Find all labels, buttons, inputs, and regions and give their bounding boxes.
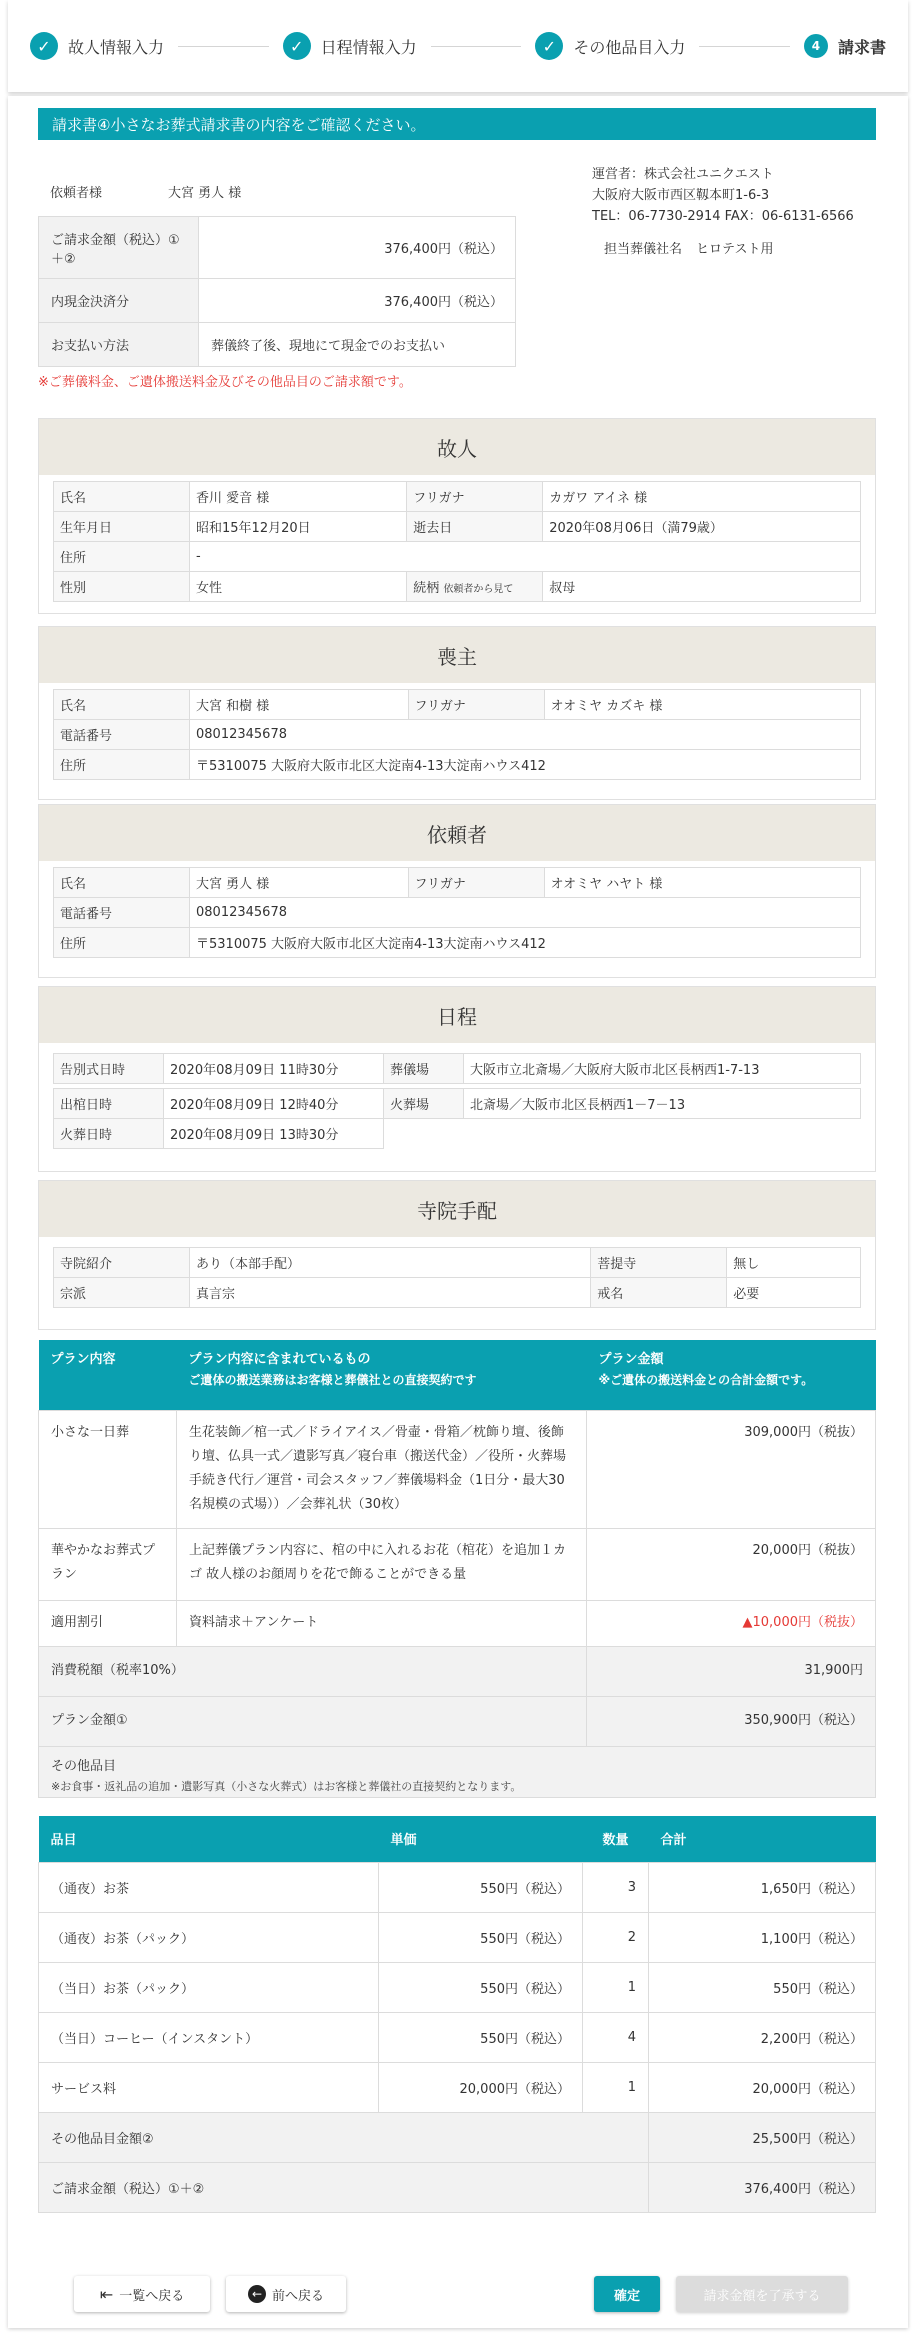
temple-section bbox=[38, 1180, 876, 1330]
plan-table: プラン内容 プラン内容に含まれているもの ご遺体の搬送業務はお客様と葬儀社との直接契約です プラン金額 ※ご遺体の搬送料金との合計金額です。 小さな一日葬 生花装飾／棺一式／ドライアイス／骨壷・骨箱／枕飾り壇、後飾り壇、仏具一式／遺影写真／寝台車（搬送代金）／役所・火葬場手続き代行／運営・司会スタッフ／葬儀場料金（1日分・最大30名規模の式場））／会葬礼状（30枚） 309,000円（税抜） 華やかなお葬式プラン 上記葬儀プラン内容に、棺の中に入れるお花（棺花）を追加１カゴ 故人様のお顔周りを花で飾ることができる量 20,000円（税抜） 適用割引 資料請求＋アンケート ▲10,000円（税抜） 消費税額（税率10%） 31,900円 プラン金額① 350,900円（税込） bbox=[38, 1340, 876, 1747]
step-other-items[interactable]: ✓ その他品目入力 bbox=[535, 32, 685, 60]
schedule-section bbox=[38, 986, 876, 1172]
previous-button[interactable]: ← 前へ戻る bbox=[226, 2276, 346, 2312]
item-row: （通夜）お茶 550円（税込） 3 1,650円（税込） bbox=[39, 1862, 876, 1912]
confirm-button[interactable]: 確定 bbox=[594, 2276, 660, 2312]
requester-summary bbox=[38, 176, 526, 390]
payment-method: 葬儀終了後、現地にて現金でのお支払い bbox=[199, 323, 516, 367]
section-title: 故人 bbox=[39, 419, 875, 475]
check-icon: ✓ bbox=[283, 32, 311, 60]
plan-row: 適用割引 資料請求＋アンケート ▲10,000円（税抜） bbox=[39, 1600, 876, 1646]
step-divider bbox=[699, 46, 790, 47]
amount-label: お支払い方法 bbox=[39, 323, 199, 367]
deceased-table: 氏名 香川 愛音 様 フリガナ カガワ アイネ 様 生年月日 昭和15年12月20日 逝去日 2020年08月06日（満79歳） 住所 - 性別 女性 続柄 依頼者から見て 叔母 bbox=[53, 481, 861, 602]
step-divider bbox=[431, 46, 522, 47]
accept-amount-button[interactable]: 請求金額を了承する bbox=[676, 2276, 848, 2312]
schedule-table-2: 出棺日時 2020年08月09日 12時40分 火葬場 北斎場／大阪市北区長柄西1－7－13 火葬日時 2020年08月09日 13時30分 bbox=[53, 1088, 861, 1149]
temple-table: 寺院紹介 あり（本部手配） 菩提寺 無し 宗派 真言宗 戒名 必要 bbox=[53, 1247, 861, 1308]
funeral-company-row: 担当葬儀社名 ヒロテスト用 bbox=[604, 242, 774, 257]
item-row: （通夜）お茶（パック） 550円（税込） 2 1,100円（税込） bbox=[39, 1912, 876, 1962]
client-section bbox=[38, 804, 876, 978]
check-icon: ✓ bbox=[30, 32, 58, 60]
invoice-card bbox=[8, 96, 908, 2328]
client-table: 氏名 大宮 勇人 様 フリガナ オオミヤ ハヤト 様 電話番号 08012345678 住所 〒5310075 大阪府大阪市北区大淀南4-13大淀南ハウス412 bbox=[53, 867, 861, 958]
grand-total-row: ご請求金額（税込）①＋② 376,400円（税込） bbox=[39, 2162, 876, 2212]
requester-row: 依頼者様 大宮 勇人 様 bbox=[50, 185, 242, 201]
plan-row: 小さな一日葬 生花装飾／棺一式／ドライアイス／骨壷・骨箱／枕飾り壇、後飾り壇、仏具一式／遺影写真／寝台車（搬送代金）／役所・火葬場手続き代行／運営・司会スタッフ／葬儀場料金（1日分・最大30名規模の式場））／会葬礼状（30枚） 309,000円（税抜） bbox=[39, 1410, 876, 1528]
arrow-left-circle-icon: ← bbox=[248, 2285, 266, 2303]
section-title: 寺院手配 bbox=[39, 1181, 875, 1237]
page-banner: 請求書④小さなお葬式請求書の内容をご確認ください。 bbox=[38, 108, 876, 140]
schedule-table: 告別式日時 2020年08月09日 11時30分 葬儀場 大阪市立北斎場／大阪府大阪市北区長柄西1-7-13 bbox=[53, 1053, 861, 1084]
other-items-table: 品目 単価 数量 合計 （通夜）お茶 550円（税込） 3 1,650円（税込） （通夜）お茶（パック） 550円（税込） 2 1,100円（税込） （当日）お茶（パック） 550円（税込） 1 550円（税込） （当日）コーヒー（インスタント） 550円（税込） 4 2,200円（税込） サービス料 20,000円（税込） 1 20,000円（税込） その他品目金額② 25,500円（税込） ご請求金額（税込）①＋② 376,400円（税込） bbox=[38, 1816, 876, 2213]
discount-value: ▲10,000円（税抜） bbox=[587, 1600, 876, 1646]
section-title: 喪主 bbox=[39, 627, 875, 683]
section-title: 日程 bbox=[39, 987, 875, 1043]
step-divider bbox=[178, 46, 269, 47]
other-subtotal-row: その他品目金額② 25,500円（税込） bbox=[39, 2112, 876, 2162]
plan-total-row: プラン金額① 350,900円（税込） bbox=[39, 1696, 876, 1746]
other-items-header: その他品目 ※お食事・返礼品の追加・遺影写真（小さな火葬式）はお客様と葬儀社の直接契約となります。 bbox=[38, 1746, 876, 1798]
step-number: 4 bbox=[804, 34, 828, 58]
mourner-section bbox=[38, 626, 876, 800]
operator-info: 運営者：株式会社ユニクエスト 大阪府大阪市西区靱本町1-6-3 TEL：06-7730-2914 FAX：06-6131-6566 担当葬儀社名 ヒロテスト用 bbox=[592, 164, 892, 260]
item-row: （当日）コーヒー（インスタント） 550円（税込） 4 2,200円（税込） bbox=[39, 2012, 876, 2062]
back-to-list-button[interactable]: ⇤ 一覧へ戻る bbox=[74, 2276, 210, 2312]
progress-stepper bbox=[8, 0, 908, 92]
amount-note: ※ご葬儀料金、ご遺体搬送料金及びその他品目のご請求額です。 bbox=[38, 375, 412, 390]
amount-label: 内現金決済分 bbox=[39, 279, 199, 323]
amount-label: ご請求金額（税込）①＋② bbox=[39, 217, 199, 279]
item-row: （当日）お茶（パック） 550円（税込） 1 550円（税込） bbox=[39, 1962, 876, 2012]
amount-table bbox=[38, 216, 516, 367]
arrow-left-bar-icon: ⇤ bbox=[99, 2284, 114, 2304]
step-deceased-info[interactable]: ✓ 故人情報入力 bbox=[30, 32, 164, 60]
amount-value: 376,400円（税込） bbox=[199, 279, 516, 323]
plan-row: 華やかなお葬式プラン 上記葬儀プラン内容に、棺の中に入れるお花（棺花）を追加１カゴ 故人様のお顔周りを花で飾ることができる量 20,000円（税抜） bbox=[39, 1528, 876, 1600]
step-invoice: 4 請求書 bbox=[804, 34, 886, 58]
amount-value: 376,400円（税込） bbox=[199, 217, 516, 279]
tax-row: 消費税額（税率10%） 31,900円 bbox=[39, 1646, 876, 1696]
step-schedule-info[interactable]: ✓ 日程情報入力 bbox=[283, 32, 417, 60]
item-row: サービス料 20,000円（税込） 1 20,000円（税込） bbox=[39, 2062, 876, 2112]
check-icon: ✓ bbox=[535, 32, 563, 60]
section-title: 依頼者 bbox=[39, 805, 875, 861]
mourner-table: 氏名 大宮 和樹 様 フリガナ オオミヤ カズキ 様 電話番号 08012345678 住所 〒5310075 大阪府大阪市北区大淀南4-13大淀南ハウス412 bbox=[53, 689, 861, 780]
deceased-section bbox=[38, 418, 876, 614]
